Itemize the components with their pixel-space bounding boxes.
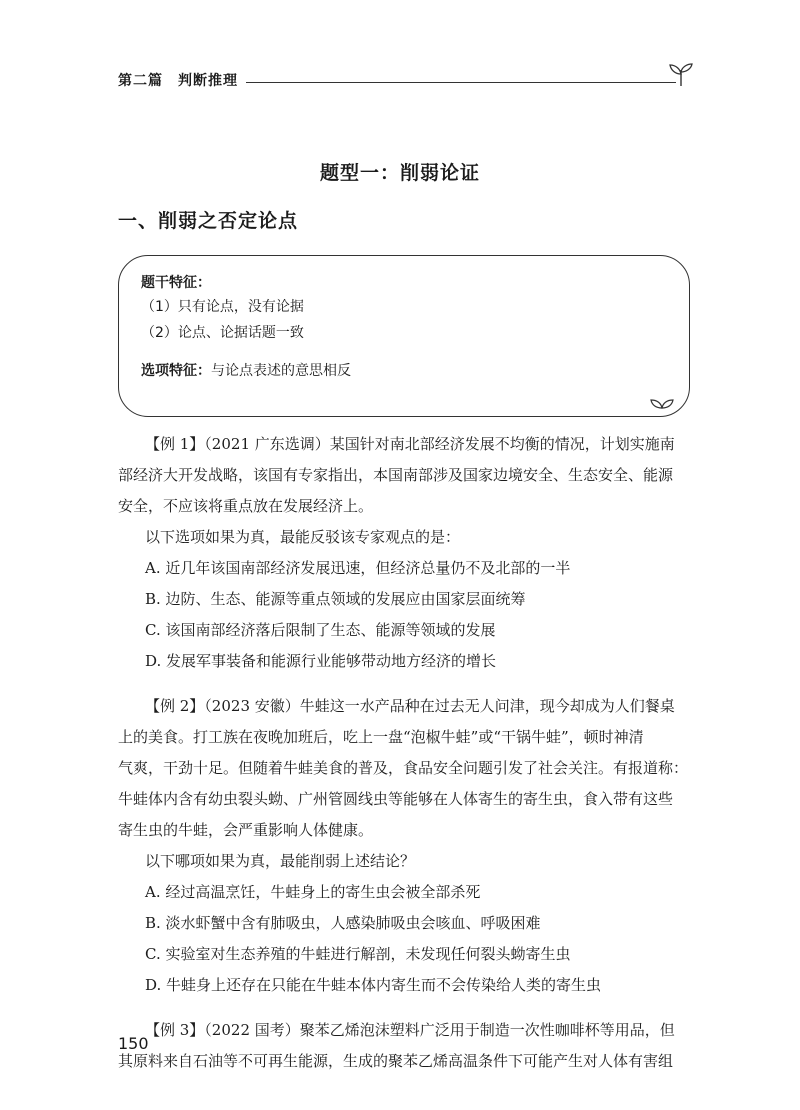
stem-feature-label: 题干特征： <box>141 275 211 291</box>
option-a: A. 近几年该国南部经济发展迅速，但经济总量仍不及北部的一半 <box>145 559 571 577</box>
feature-box <box>118 255 690 417</box>
example-line: 牛蛙体内含有幼虫裂头蚴、广州管圆线虫等能够在人体寄生的寄生虫，食入带有这些 <box>118 790 674 808</box>
option-c: C. 该国南部经济落后限制了生态、能源等领域的发展 <box>145 621 496 639</box>
example-line: 部经济大开发战略，该国有专家指出，本国南部涉及国家边境安全、生态安全、能源 <box>118 466 674 484</box>
example-line: 【例 2】（2023 安徽）牛蛙这一水产品种在过去无人问津，现今却成为人们餐桌 <box>145 697 675 715</box>
option-b: B. 边防、生态、能源等重点领域的发展应由国家层面统筹 <box>145 590 526 608</box>
stem-feature-item: （2）论点、论据话题一致 <box>141 325 304 341</box>
option-feature-text: 与论点表述的意思相反 <box>211 363 351 379</box>
option-d: D. 牛蛙身上还存在只能在牛蛙本体内寄生而不会传染给人类的寄生虫 <box>145 976 602 994</box>
header-rule <box>246 82 676 83</box>
sprout-icon <box>666 62 696 88</box>
example-line: 安全，不应该将重点放在发展经济上。 <box>118 497 374 515</box>
example-line: 寄生虫的牛蛙，会严重影响人体健康。 <box>118 821 374 839</box>
option-feature-label: 选项特征： <box>141 363 211 379</box>
page-number: 150 <box>118 1034 149 1053</box>
question-type-title: 题型一：削弱论证 <box>319 162 480 184</box>
example-line: 【例 1】（2021 广东选调）某国针对南北部经济发展不均衡的情况，计划实施南 <box>145 435 675 453</box>
option-a: A. 经过高温烹饪，牛蛙身上的寄生虫会被全部杀死 <box>145 883 481 901</box>
option-c: C. 实验室对生态养殖的牛蛙进行解剖，未发现任何裂头蚴寄生虫 <box>145 945 571 963</box>
option-d: D. 发展军事装备和能源行业能够带动地方经济的增长 <box>145 652 497 670</box>
example-line: 其原料来自石油等不可再生能源，生成的聚苯乙烯高温条件下可能产生对人体有害组 <box>118 1052 674 1070</box>
example-line: 气爽，干劲十足。但随着牛蛙美食的普及，食品安全问题引发了社会关注。有报道称： <box>118 759 689 777</box>
option-b: B. 淡水虾蟹中含有肺吸虫，人感染肺吸虫会咳血、呼吸困难 <box>145 914 541 932</box>
question-stem: 以下选项如果为真，最能反驳该专家观点的是： <box>145 528 461 546</box>
example-line: 上的美食。打工族在夜晚加班后，吃上一盘“泡椒牛蛙”或“干锅牛蛙”，顿时神清 <box>118 728 644 746</box>
section-title: 一、削弱之否定论点 <box>118 210 299 232</box>
sprout-icon <box>649 394 675 412</box>
example-line: 【例 3】（2022 国考）聚苯乙烯泡沫塑料广泛用于制造一次性咖啡杯等用品，但 <box>145 1021 675 1039</box>
running-header <box>118 62 698 92</box>
question-stem: 以下哪项如果为真，最能削弱上述结论？ <box>145 852 416 870</box>
stem-feature-item: （1）只有论点，没有论据 <box>141 299 304 315</box>
running-header-text: 第二篇 判断推理 <box>118 73 238 89</box>
